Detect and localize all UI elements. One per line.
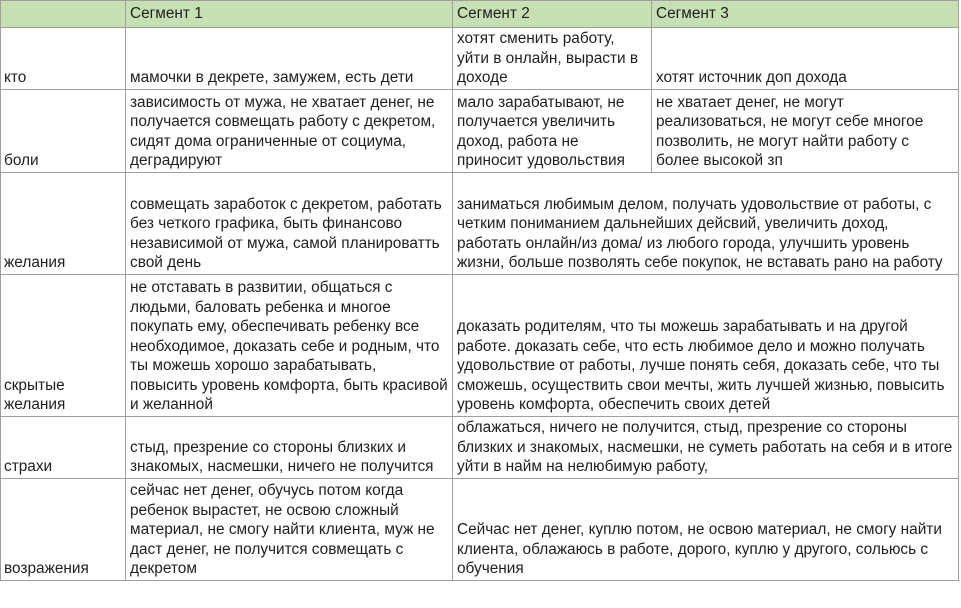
table-row-pains <box>1 89 959 172</box>
cell-pains-segment-2[interactable]: мало зарабатывают, не получается увеличить доход, работа не приносит удовольствия <box>453 89 652 172</box>
header-cell-segment-2[interactable]: Сегмент 2 <box>453 1 652 28</box>
cell-hidden-desires-segments-2-3[interactable]: доказать родителям, что ты можешь зарабатывать и на другой работе. доказать себе, что есть любимое дело и можно получать удовольствие от работы, лучше понять себя, доказать себе, что ты сможешь, осуществить свои мечты, жить лучшей жизнью, повысить уровень комфорта, обеспечить своих детей <box>453 274 959 416</box>
row-label-desires[interactable]: желания <box>1 172 126 274</box>
cell-objections-segment-1[interactable]: сейчас нет денег, обучусь потом когда ребенок вырастет, не освою сложный материал, не смогу найти клиента, муж не даст денег, не получится совмещать с декретом <box>126 478 453 580</box>
table-row-desires <box>1 172 959 274</box>
header-cell-segment-1[interactable]: Сегмент 1 <box>126 1 453 28</box>
header-row <box>1 1 959 28</box>
cell-pains-segment-3[interactable]: не хватает денег, не могут реализоваться, не могут себе многое позволить, не могут найти работу с более высокой зп <box>652 89 959 172</box>
cell-who-segment-3[interactable]: хотят источник доп дохода <box>652 28 959 90</box>
cell-objections-segments-2-3[interactable]: Сейчас нет денег, куплю потом, не освою материал, не смогу найти клиента, облажаюсь в работе, дорого, куплю у другого, сольюсь с обучения <box>453 478 959 580</box>
row-label-fears[interactable]: страхи <box>1 416 126 478</box>
cell-hidden-desires-segment-1[interactable]: не отставать в развитии, общаться с людьми, баловать ребенка и многое покупать ему, обеспечивать ребенку все необходимое, доказать себе и родным, что ты можешь хорошо зарабатывать, повысить уровень комфорта, быть красивой и желанной <box>126 274 453 416</box>
table-row-fears <box>1 416 959 478</box>
cell-who-segment-1[interactable]: мамочки в декрете, замужем, есть дети <box>126 28 453 90</box>
cell-desires-segments-2-3[interactable]: заниматься любимым делом, получать удовольствие от работы, с четким пониманием дальнейших дейсвий, увеличить доход, работать онлайн/из дома/ из любого города, улучшить уровень жизни, больше позволять себе покупок, не вставать рано на работу <box>453 172 959 274</box>
table-row-hidden-desires <box>1 274 959 416</box>
table-row-who <box>1 28 959 90</box>
row-label-hidden-desires[interactable]: скрытые желания <box>1 274 126 416</box>
cell-fears-segment-1[interactable]: стыд, презрение со стороны близких и знакомых, насмешки, ничего не получится <box>126 416 453 478</box>
cell-fears-segments-2-3[interactable]: облажаться, ничего не получится, стыд, презрение со стороны близких и знакомых, насмешки, не суметь работать на себя и в итоге уйти в найм на нелюбимую работу, <box>453 416 959 478</box>
cell-desires-segment-1[interactable]: совмещать заработок с декретом, работать без четкого графика, быть финансово независимой от мужа, самой планироватть свой день <box>126 172 453 274</box>
cell-pains-segment-1[interactable]: зависимость от мужа, не хватает денег, не получается совмещать работу с декретом, сидят дома ограниченные от социума, деградируют <box>126 89 453 172</box>
header-cell-empty[interactable] <box>1 1 126 28</box>
row-label-pains[interactable]: боли <box>1 89 126 172</box>
cell-who-segment-2[interactable]: хотят сменить работу, уйти в онлайн, вырасти в доходе <box>453 28 652 90</box>
row-label-objections[interactable]: возражения <box>1 478 126 580</box>
table-row-objections <box>1 478 959 580</box>
row-label-who[interactable]: кто <box>1 28 126 90</box>
header-cell-segment-3[interactable]: Сегмент 3 <box>652 1 959 28</box>
